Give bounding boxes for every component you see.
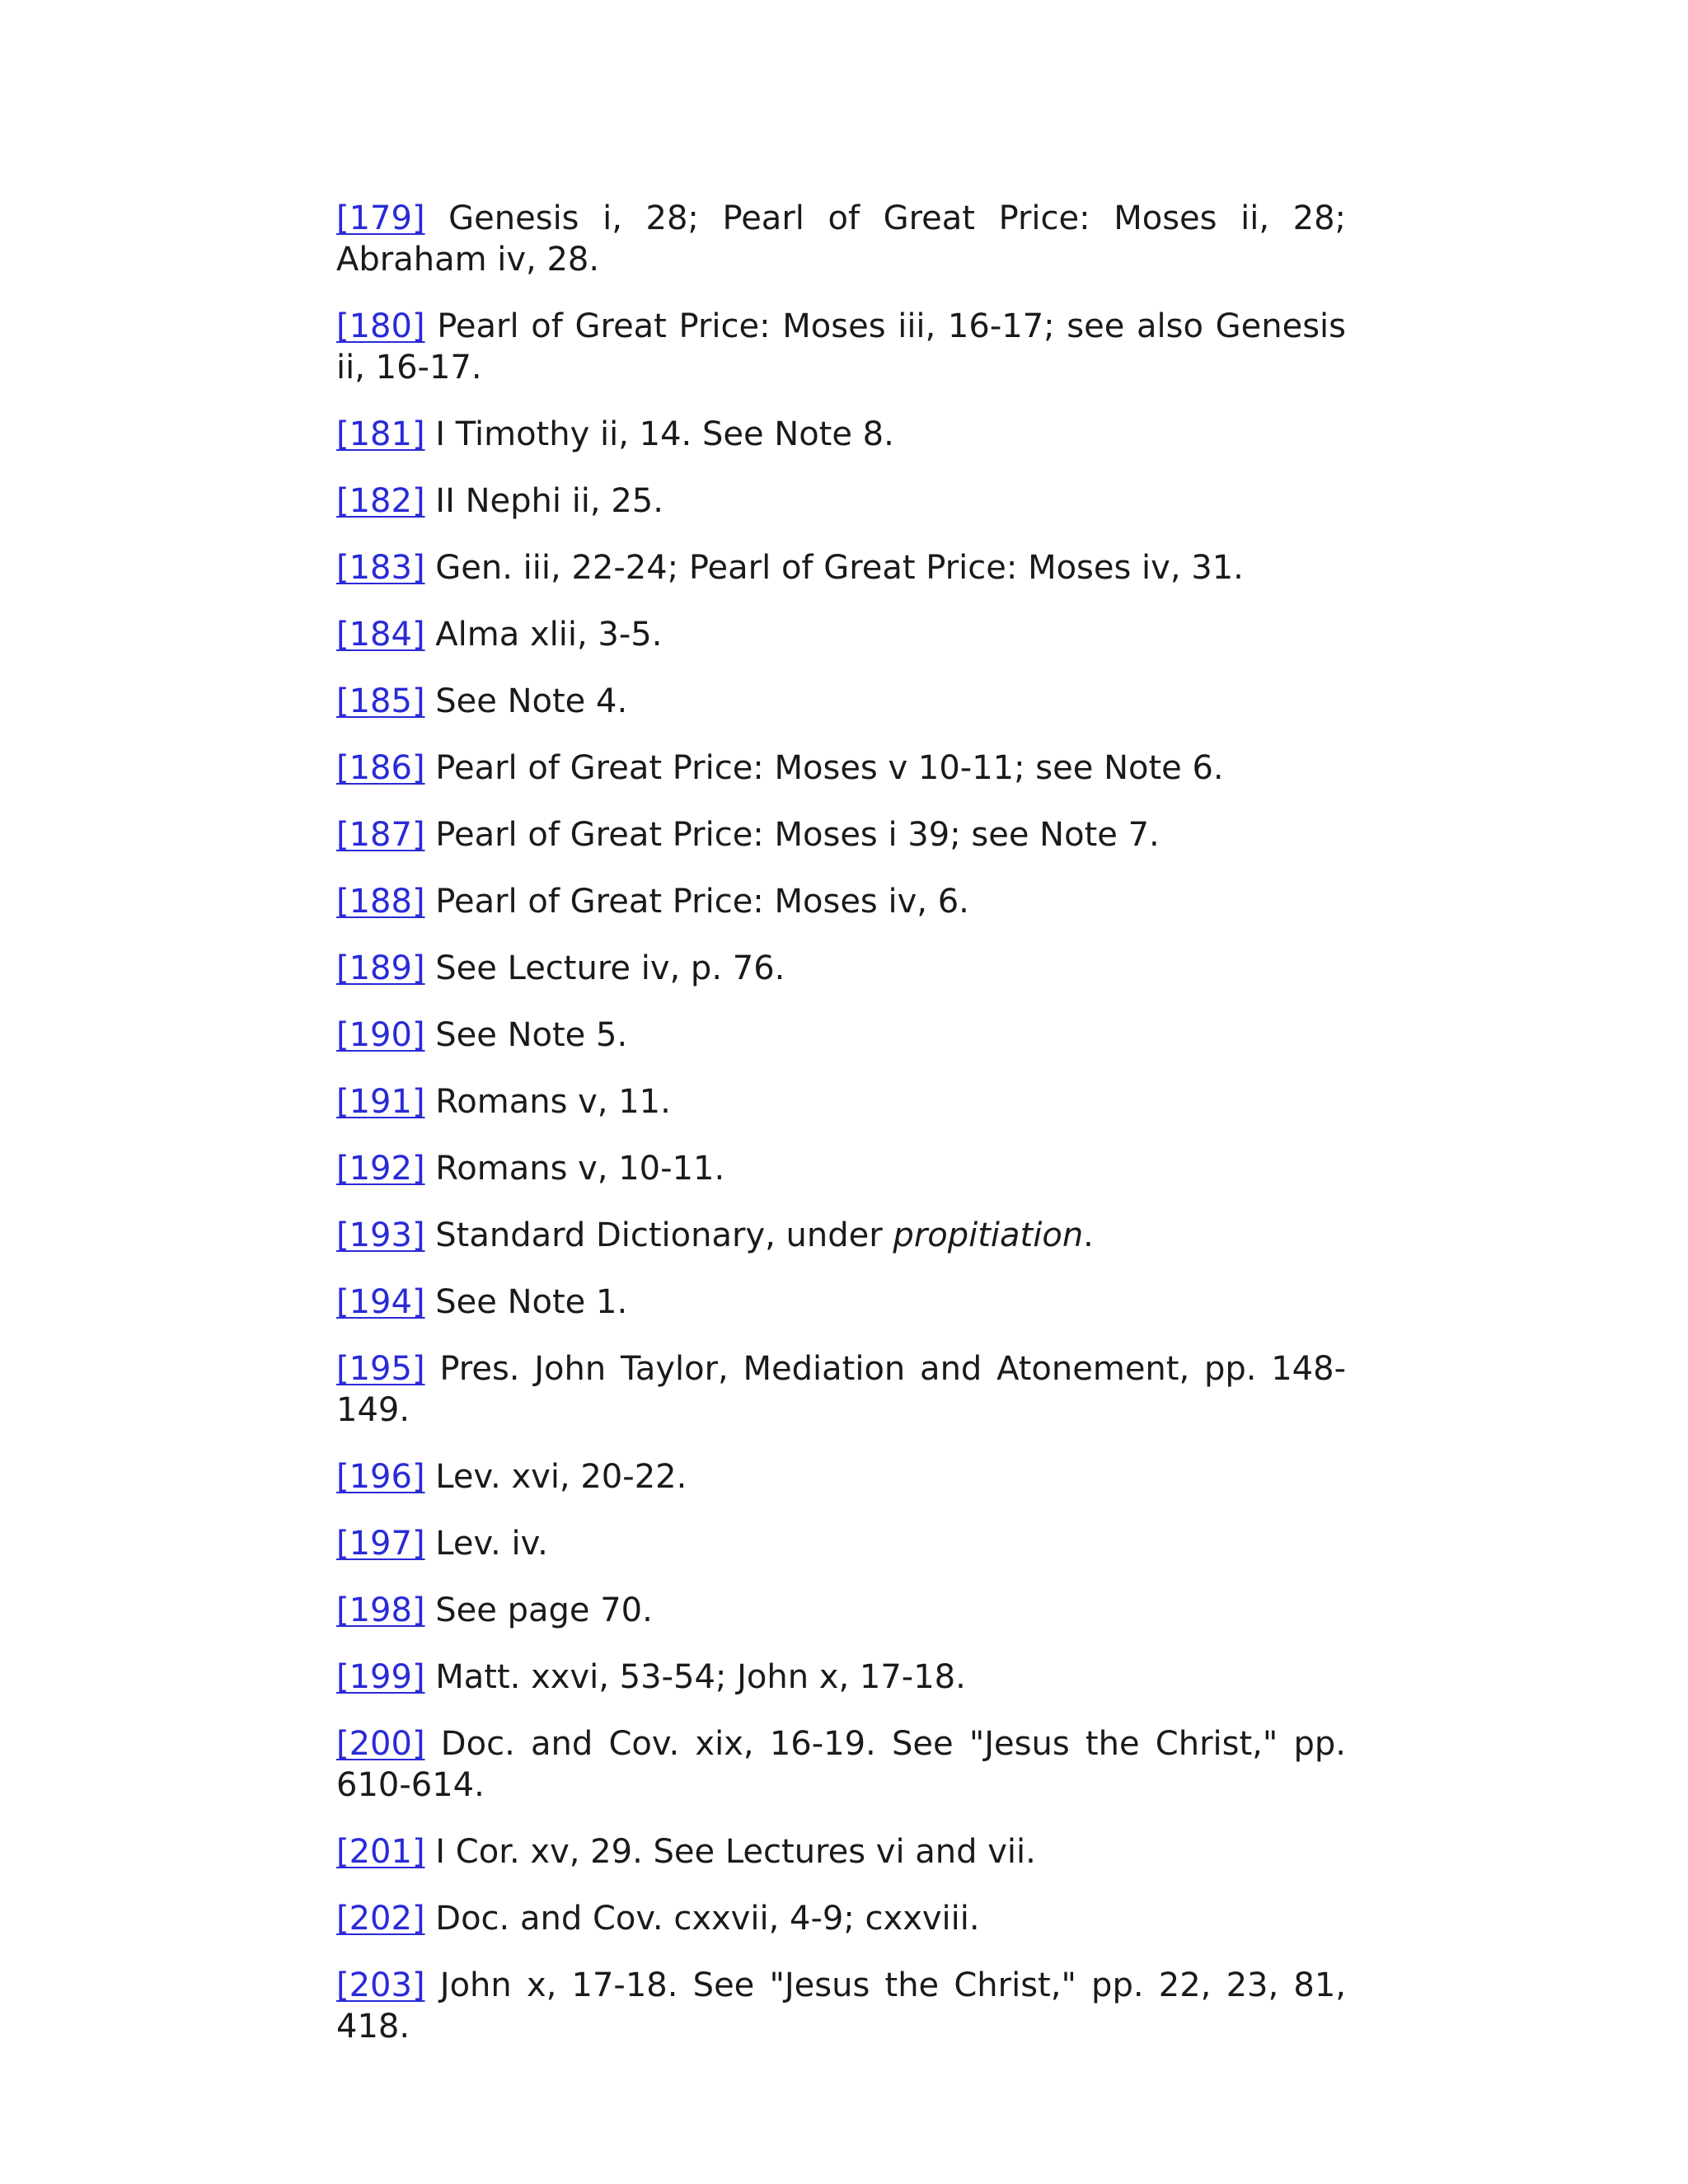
footnote-188 — [336, 881, 1346, 922]
footnote-link-193[interactable]: [193] — [336, 1216, 425, 1254]
footnote-199 — [336, 1657, 1346, 1698]
footnote-194 — [336, 1282, 1346, 1323]
footnote-201 — [336, 1831, 1346, 1872]
footnote-text: Alma xlii, 3-5. — [435, 616, 663, 654]
footnote-193 — [336, 1215, 1346, 1256]
footnote-text: Romans v, 10-11. — [435, 1150, 725, 1188]
footnote-text: See Note 5. — [435, 1016, 628, 1054]
footnote-link-201[interactable]: [201] — [336, 1833, 425, 1871]
footnote-180 — [336, 306, 1346, 388]
footnote-link-199[interactable]: [199] — [336, 1658, 425, 1696]
footnote-184 — [336, 614, 1346, 655]
footnote-186 — [336, 748, 1346, 789]
footnote-link-194[interactable]: [194] — [336, 1283, 425, 1321]
footnote-link-185[interactable]: [185] — [336, 682, 425, 720]
footnote-italic-term: propitiation — [893, 1216, 1084, 1254]
footnote-197 — [336, 1523, 1346, 1564]
footnote-link-198[interactable]: [198] — [336, 1591, 425, 1629]
footnote-200 — [336, 1723, 1346, 1806]
footnote-link-188[interactable]: [188] — [336, 883, 425, 921]
footnote-text: I Cor. xv, 29. See Lectures vi and vii. — [435, 1833, 1036, 1871]
footnote-link-196[interactable]: [196] — [336, 1458, 425, 1496]
footnote-189 — [336, 948, 1346, 989]
footnote-text: See Note 4. — [435, 682, 628, 720]
footnote-text: Gen. iii, 22-24; Pearl of Great Price: Moses iv, 31. — [435, 549, 1244, 587]
footnote-196 — [336, 1456, 1346, 1497]
footnote-181 — [336, 414, 1346, 455]
footnote-link-182[interactable]: [182] — [336, 482, 425, 520]
footnote-link-202[interactable]: [202] — [336, 1900, 425, 1938]
footnote-link-186[interactable]: [186] — [336, 749, 425, 787]
footnote-187 — [336, 814, 1346, 855]
footnote-text: Pearl of Great Price: Moses v 10-11; see Note 6. — [435, 749, 1224, 787]
footnote-185 — [336, 681, 1346, 722]
footnote-text: See Lecture iv, p. 76. — [435, 949, 785, 987]
footnote-text: Doc. and Cov. cxxvii, 4-9; cxxviii. — [435, 1900, 980, 1938]
footnote-text: Lev. iv. — [435, 1525, 548, 1563]
footnote-203 — [336, 1965, 1346, 2047]
footnote-link-179[interactable]: [179] — [336, 199, 425, 237]
footnote-link-195[interactable]: [195] — [336, 1350, 425, 1388]
footnote-link-189[interactable]: [189] — [336, 949, 425, 987]
footnote-text: Genesis i, 28; Pearl of Great Price: Moses ii, 28; Abraham iv, 28. — [336, 199, 1346, 279]
footnote-text: II Nephi ii, 25. — [435, 482, 663, 520]
footnote-text: I Timothy ii, 14. See Note 8. — [435, 415, 894, 453]
footnote-text: Pres. John Taylor, Mediation and Atonement, pp. 148-149. — [336, 1350, 1346, 1429]
footnote-link-192[interactable]: [192] — [336, 1150, 425, 1188]
footnote-link-183[interactable]: [183] — [336, 549, 425, 587]
footnote-text: Pearl of Great Price: Moses iv, 6. — [435, 883, 969, 921]
footnote-link-187[interactable]: [187] — [336, 816, 425, 854]
footnote-link-180[interactable]: [180] — [336, 307, 425, 345]
footnote-text-end: . — [1083, 1216, 1094, 1254]
footnote-183 — [336, 547, 1346, 588]
footnote-182 — [336, 480, 1346, 522]
footnote-text: Pearl of Great Price: Moses iii, 16-17; see also Genesis ii, 16-17. — [336, 307, 1346, 387]
footnote-text: Pearl of Great Price: Moses i 39; see Note 7. — [435, 816, 1160, 854]
footnote-195 — [336, 1348, 1346, 1431]
footnotes-list — [336, 198, 1346, 2047]
footnote-link-190[interactable]: [190] — [336, 1016, 425, 1054]
footnote-text: John x, 17-18. See "Jesus the Christ," pp. 22, 23, 81, 418. — [336, 1966, 1346, 2046]
footnote-198 — [336, 1590, 1346, 1631]
footnote-link-200[interactable]: [200] — [336, 1725, 425, 1763]
footnote-link-191[interactable]: [191] — [336, 1083, 425, 1121]
footnote-191 — [336, 1081, 1346, 1122]
footnote-text: See page 70. — [435, 1591, 653, 1629]
footnote-190 — [336, 1015, 1346, 1056]
footnote-link-181[interactable]: [181] — [336, 415, 425, 453]
footnote-text: Standard Dictionary, under — [435, 1216, 893, 1254]
footnote-text: Lev. xvi, 20-22. — [435, 1458, 687, 1496]
footnote-202 — [336, 1898, 1346, 1939]
footnote-link-197[interactable]: [197] — [336, 1525, 425, 1563]
footnote-link-184[interactable]: [184] — [336, 616, 425, 654]
footnote-text: Matt. xxvi, 53-54; John x, 17-18. — [435, 1658, 966, 1696]
footnote-link-203[interactable]: [203] — [336, 1966, 425, 2004]
footnote-192 — [336, 1148, 1346, 1189]
footnote-text: Doc. and Cov. xix, 16-19. See "Jesus the Christ," pp. 610-614. — [336, 1725, 1346, 1804]
footnote-179 — [336, 198, 1346, 280]
footnote-text: Romans v, 11. — [435, 1083, 671, 1121]
footnote-text: See Note 1. — [435, 1283, 628, 1321]
